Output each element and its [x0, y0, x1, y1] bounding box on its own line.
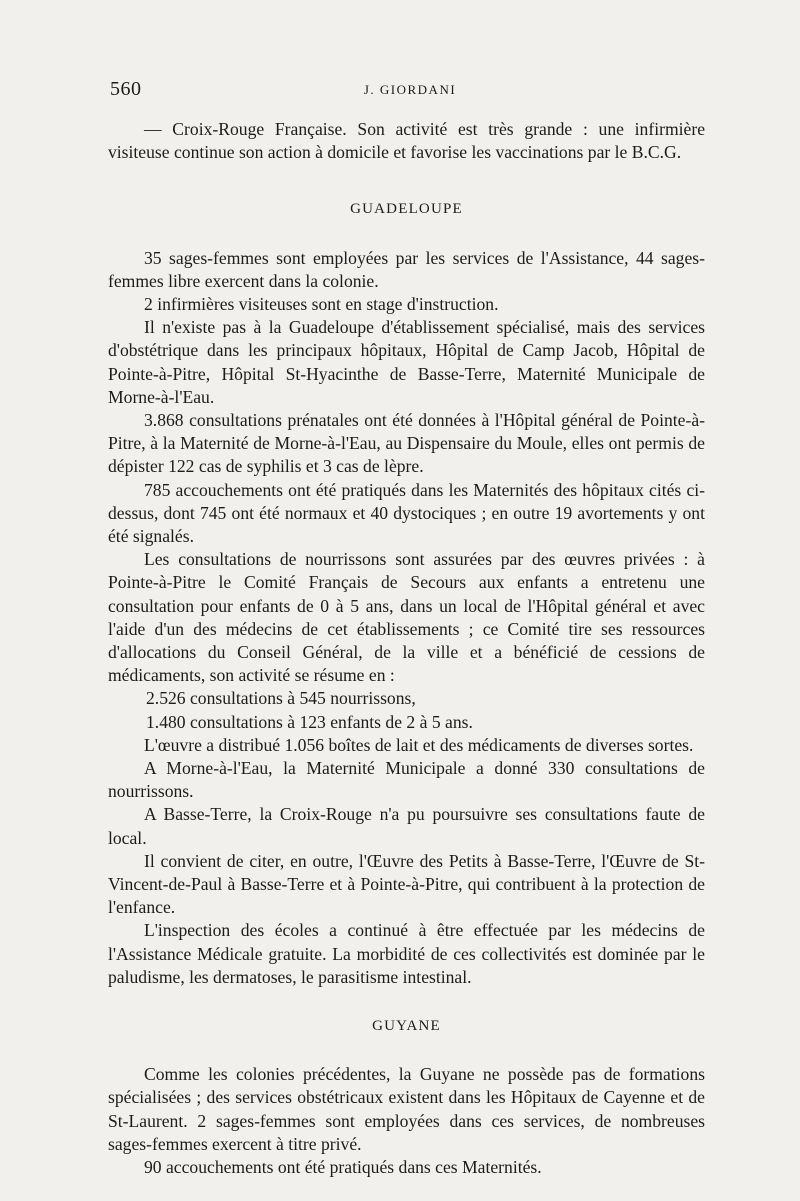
section-title-guadeloupe: GUADELOUPE: [350, 201, 463, 218]
running-head: J. GIORDANI: [363, 82, 457, 97]
paragraph: 785 accouchements ont été pratiqués dans les Maternités des hôpitaux cités ci-dessus, dont 745 ont été normaux et 40 dystociques ; en outre 19 avortements y ont été signalés.: [108, 479, 705, 547]
paragraph: 90 accouchements ont été pratiqués dans ces Maternités.: [144, 1157, 542, 1178]
paragraph: L'inspection des écoles a continué à être effectuée par les médecins de l'Assistance Médicale gratuite. La morbidité de ces collectivités est dominée par le paludisme, les dermatoses, le parasitisme intestinal.: [108, 920, 705, 987]
paragraph: 3.868 consultations prénatales ont été données à l'Hôpital général de Pointe-à-Pitre, à la Maternité de Morne-à-l'Eau, au Dispensaire du Moule, elles ont permis de dépister 122 cas de syphilis et 3 cas de lèpre.: [108, 410, 705, 477]
paragraph: Comme les colonies précédentes, la Guyane ne possède pas de formations spécialisées ; des services obstétricaux existent dans les Hôpitaux de Cayenne et de St-Laurent. 2 sages-femmes sont employées dans ces services, de nombreuses sages-femmes exercent à titre privé.: [108, 1064, 705, 1154]
paragraph: Il n'existe pas à la Guadeloupe d'établissement spécialisé, mais des services d'obstétrique dans les principaux hôpitaux, Hôpital de Camp Jacob, Hôpital de Pointe-à-Pitre, Hôpital St-Hyacinthe de Basse-Terre, Maternité Municipale de Morne-à-l'Eau.: [108, 317, 705, 407]
paragraph: Les consultations de nourrissons sont assurées par des œuvres privées : à Pointe-à-Pitre le Comité Français de Secours aux enfants a entretenu une consultation pour enfants de 0 à 5 ans, dans un local de l'Hôpital général et avec l'aide d'un des médecins de cet établissements ; ce Comité tire ses ressources d'allocations du Conseil Général, de la ville et a bénéficié de cessions de médicaments, son activité se résume en :: [108, 549, 705, 686]
list-item: 2.526 consultations à 545 nourrissons,: [146, 688, 416, 709]
paragraph: A Morne-à-l'Eau, la Maternité Municipale a donné 330 consultations de nourrissons.: [108, 758, 705, 802]
page-header: [110, 78, 710, 102]
list-item: 1.480 consultations à 123 enfants de 2 à 5 ans.: [146, 711, 473, 732]
paragraph: L'œuvre a distribué 1.056 boîtes de lait et des médicaments de diverses sortes.: [144, 734, 694, 755]
body-text: [108, 118, 705, 1179]
paragraph: 35 sages-femmes sont employées par les services de l'Assistance, 44 sages-femmes libre exercent dans la colonie.: [108, 247, 705, 291]
section-title-guyane: GUYANE: [372, 1018, 441, 1035]
page-number: 560: [110, 78, 142, 100]
paragraph: A Basse-Terre, la Croix-Rouge n'a pu poursuivre ses consultations faute de local.: [108, 804, 705, 848]
paragraph: 2 infirmières visiteuses sont en stage d'instruction.: [144, 294, 499, 314]
intro-paragraph: — Croix-Rouge Française. Son activité est très grande : une infirmière visiteuse continue son action à domicile et favorise les vaccinations par le B.C.G.: [108, 119, 705, 163]
paragraph: Il convient de citer, en outre, l'Œuvre des Petits à Basse-Terre, l'Œuvre de St-Vincent-de-Paul à Basse-Terre et à Pointe-à-Pitre, qui contribuent à la protection de l'enfance.: [108, 850, 705, 918]
